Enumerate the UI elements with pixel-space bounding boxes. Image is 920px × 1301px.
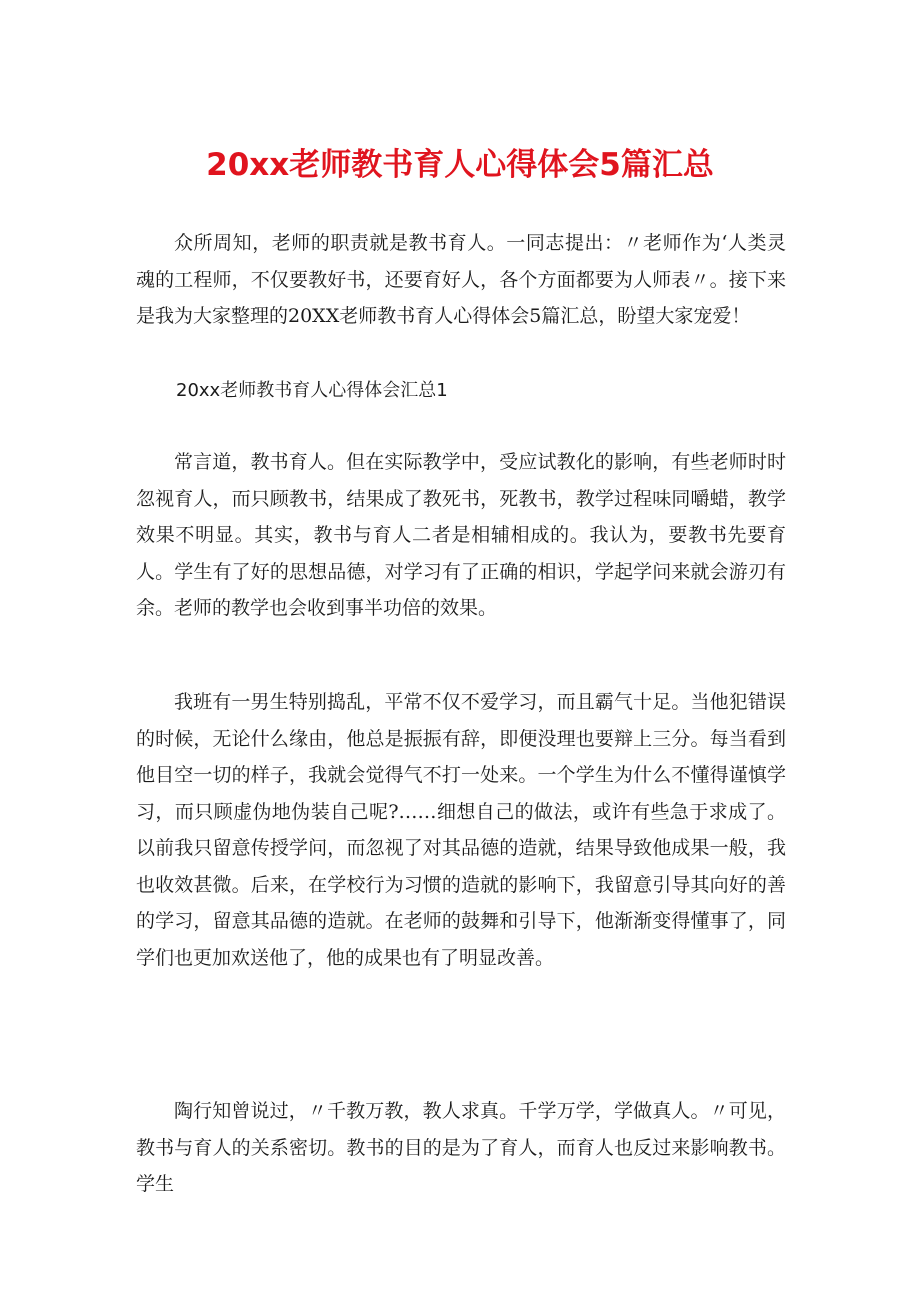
body-paragraph-1: 常言道，教书育人。但在实际教学中，受应试教化的影响，有些老师时时忽视育人，而只顾教书，结果成了教死书，死教书，教学过程味同嚼蜡，教学效果不明显。其实，教书与育人二者是相辅相成的。我认为，要教书先要育人。学生有了好的思想品德，对学习有了正确的相识，学起学问来就会游刃有余。老师的教学也会收到事半功倍的效果。: [136, 451, 786, 619]
intro-paragraph: 众所周知，老师的职责就是教书育人。一同志提出：〃老师作为‘人类灵魂的工程师，不仅要教好书，还要育好人，各个方面都要为人师表〃。接下来是我为大家整理的20XX老师教书育人心得体会5篇汇总，盼望大家宠爱！: [136, 232, 786, 327]
section-heading: 20xx老师教书育人心得体会汇总1: [176, 380, 448, 401]
body-paragraph-3: 陶行知曾说过，〃千教万教，教人求真。千学万学，学做真人。〃可见，教书与育人的关系密切。教书的目的是为了育人，而育人也反过来影响教书。学生: [136, 1100, 786, 1195]
body-paragraph-2: 我班有一男生特别捣乱，平常不仅不爱学习，而且霸气十足。当他犯错误的时候，无论什么缘由，他总是振振有辞，即便没理也要辩上三分。每当看到他目空一切的样子，我就会觉得气不打一处来。一个学生为什么不懂得谨慎学习，而只顾虚伪地伪装自己呢?……细想自己的做法，或许有些急于求成了。以前我只留意传授学问，而忽视了对其品德的造就，结果导致他成果一般，我也收效甚微。后来，在学校行为习惯的造就的影响下，我留意引导其向好的善的学习，留意其品德的造就。在老师的鼓舞和引导下，他渐渐变得懂事了，同学们也更加欢送他了，他的成果也有了明显改善。: [136, 691, 786, 969]
document-title: 20xx老师教书育人心得体会5篇汇总: [206, 147, 714, 183]
